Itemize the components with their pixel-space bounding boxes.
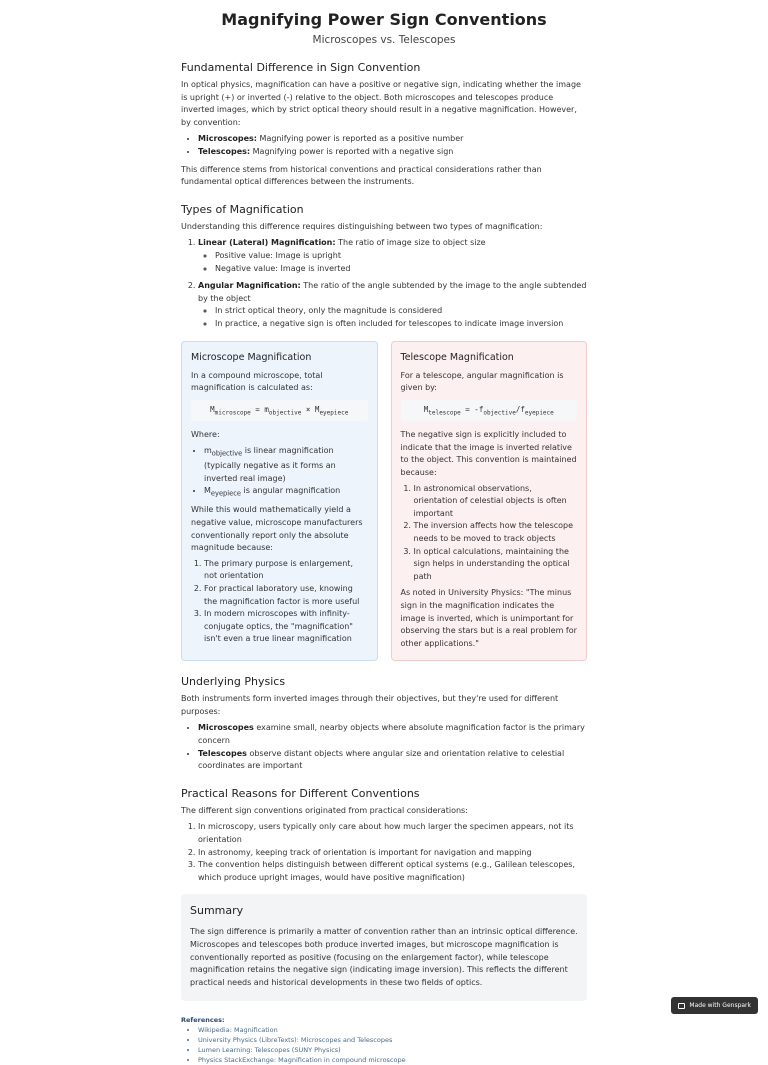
reference-link[interactable]: • Wikipedia: Magnification: [198, 1025, 587, 1035]
paragraph: For a telescope, angular magnification is given by:: [400, 370, 564, 393]
section-heading-physics: Underlying Physics: [181, 675, 286, 689]
formula-symbol: m: [264, 404, 269, 414]
made-with-genspark-button[interactable]: [671, 997, 758, 1014]
term: Microscopes:: [198, 134, 257, 144]
paragraph: The negative sign is explicitly included to indicate that the image is inverted relative to the object. This convention is maintained because:: [400, 430, 577, 477]
paragraph: While this would mathematically yield a negative value, microscope manufacturers conventionally report only the absolute magnitude because:: [191, 505, 363, 553]
references: [181, 1015, 587, 1065]
definitions-list: [191, 445, 368, 501]
list-text: is angular magnification: [240, 486, 341, 496]
list-item: 1. In microscopy, users typically only care about how much larger the specimen appears, not its orientation: [198, 821, 587, 846]
list-item: [198, 133, 587, 146]
paragraph: This difference stems from historical conventions and practical considerations rather than fundamental optical differences between the instruments.: [181, 164, 542, 187]
list-item: 1. In astronomical observations, orientation of celestial objects is often important: [414, 483, 578, 521]
term: Telescopes: [198, 748, 247, 758]
badge-label: Made with Genspark: [689, 1002, 751, 1009]
references-list: [181, 1025, 587, 1065]
list-item: [198, 237, 587, 275]
quote-paragraph: As noted in University Physics: "The minus sign in the magnification indicates the image is inverted, which is unimportant for observing the stars but is a real problem for other applications.": [400, 588, 577, 648]
summary-text: The sign difference is primarily a matter of convention rather than an intrinsic optical difference. Microscopes and telescopes both produce inverted images, but microscope magnification is conventionally reported as positive (focusing on the enlargement factor), while telescope magnification retains the negative sign (indicating image inversion). This reflects the different practical needs and historical developments in these two fields of optics.: [190, 927, 578, 987]
reference-link[interactable]: • University Physics (LibreTexts): Microscopes and Telescopes: [198, 1035, 587, 1045]
paragraph: In optical physics, magnification can have a positive or negative sign, indicating whether the image is upright (+) or inverted (-) relative to the object. Both microscopes and telescopes produce inverted images, which by strict optical theory should result in a negative magnification. However, by convention:: [181, 80, 581, 127]
list-item: 3. In optical calculations, maintaining the sign helps in understanding the optical path: [414, 546, 578, 584]
list-item: 2. The inversion affects how the telescope needs to be moved to track objects: [414, 520, 578, 545]
subscript: eyepiece: [210, 489, 241, 498]
paragraph: Understanding this difference requires distinguishing between two types of magnification:: [181, 221, 543, 231]
formula-symbol: M: [314, 404, 320, 414]
list-item: 3. The convention helps distinguish between different optical systems (e.g., Galilean telescopes, which produce upright images, would have positive magnification): [198, 859, 587, 884]
microscope-formula: [191, 400, 368, 422]
list-item: [198, 748, 587, 773]
telescope-card: [391, 341, 588, 662]
formula-operator: /: [515, 404, 521, 414]
comparison-columns: [181, 341, 587, 662]
formula-subscript: objective: [483, 409, 516, 417]
practical-list: [181, 821, 587, 884]
summary-heading: Summary: [190, 904, 244, 918]
formula-symbol: M: [423, 404, 429, 414]
sub-list-item: ◦ Positive value: Image is upright: [215, 250, 587, 263]
formula-subscript: objective: [268, 409, 302, 417]
page-title: Magnifying Power Sign Conventions: [221, 10, 547, 29]
formula-symbol: f: [520, 404, 525, 414]
sub-list: [198, 305, 587, 330]
convention-list: [181, 133, 587, 158]
term: Linear (Lateral) Magnification:: [198, 238, 336, 248]
reference-link[interactable]: • Physics StackExchange: Magnification in compound microscope: [198, 1055, 587, 1065]
formula-symbol: M: [210, 404, 215, 414]
paragraph: Both instruments form inverted images through their objectives, but they're used for different purposes:: [181, 694, 559, 716]
list-text: examine small, nearby objects where absolute magnification factor is the primary concern: [198, 723, 585, 746]
list-item: [198, 280, 587, 330]
summary-box: [181, 894, 587, 1001]
list-item: 1. The primary purpose is enlargement, not orientation: [204, 558, 368, 583]
formula-operator: = -: [460, 404, 479, 414]
card-heading: Microscope Magnification: [191, 351, 312, 363]
list-text: Magnifying power is reported as a positive number: [257, 134, 464, 144]
formula-operator: =: [250, 404, 265, 414]
purpose-list: [181, 722, 587, 772]
paragraph: In a compound microscope, total magnification is calculated as:: [191, 370, 323, 393]
list-text: The ratio of the angle subtended by the image to the angle subtended by the object: [198, 281, 587, 303]
telescope-formula: [401, 400, 578, 422]
list-text: Magnifying power is reported with a negative sign: [250, 146, 454, 156]
paragraph: Where:: [191, 430, 220, 440]
formula-subscript: telescope: [428, 409, 461, 417]
formula-symbol: f: [478, 404, 484, 414]
document: [181, 0, 587, 1065]
list-text: observe distant objects where angular size and orientation relative to celestial coordinates are important: [198, 748, 565, 771]
formula-subscript: eyepiece: [319, 409, 349, 417]
term: Angular Magnification:: [198, 281, 301, 291]
card-heading: Telescope Magnification: [400, 351, 514, 363]
list-text: The ratio of image size to object size: [335, 238, 486, 248]
term: Microscopes: [198, 723, 254, 733]
references-title: References:: [181, 1016, 225, 1025]
sub-list: [198, 250, 587, 275]
microscope-card: [181, 341, 378, 662]
sub-list-item: ◦ In practice, a negative sign is often included for telescopes to indicate image inversion: [215, 318, 587, 331]
formula-subscript: eyepiece: [524, 409, 554, 417]
list-item: 3. In modern microscopes with infinity-conjugate optics, the "magnification" isn't even a true linear magnification: [204, 608, 368, 646]
reference-link[interactable]: • Lumen Learning: Telescopes (SUNY Physics): [198, 1045, 587, 1055]
page-subtitle: Microscopes vs. Telescopes: [312, 34, 456, 46]
list-item: [198, 146, 587, 159]
reasons-list: [191, 558, 368, 646]
list-item: [204, 485, 368, 500]
types-list: [181, 237, 587, 330]
list-item: [204, 445, 368, 485]
sub-list-item: ◦ In strict optical theory, only the magnitude is considered: [215, 305, 587, 318]
symbol: M: [204, 486, 211, 496]
genspark-logo-icon: [678, 1003, 685, 1009]
sub-list-item: ◦ Negative value: Image is inverted: [215, 263, 587, 276]
paragraph: The different sign conventions originated from practical considerations:: [181, 805, 468, 815]
section-heading-fundamental: Fundamental Difference in Sign Convention: [181, 61, 421, 74]
list-text: is linear magnification (typically negative as it forms an inverted real image): [204, 445, 336, 483]
section-heading-practical: Practical Reasons for Different Conventions: [181, 786, 420, 800]
formula-subscript: microscope: [214, 409, 251, 417]
symbol: m: [204, 445, 212, 455]
subscript: objective: [211, 449, 243, 458]
list-item: 2. In astronomy, keeping track of orientation is important for navigation and mapping: [198, 847, 587, 860]
list-item: [198, 722, 587, 747]
formula-operator: ×: [301, 404, 315, 414]
reasons-list: [401, 483, 578, 584]
term: Telescopes:: [198, 146, 251, 156]
list-item: 2. For practical laboratory use, knowing the magnification factor is more useful: [204, 583, 368, 608]
section-heading-types: Types of Magnification: [181, 202, 304, 216]
